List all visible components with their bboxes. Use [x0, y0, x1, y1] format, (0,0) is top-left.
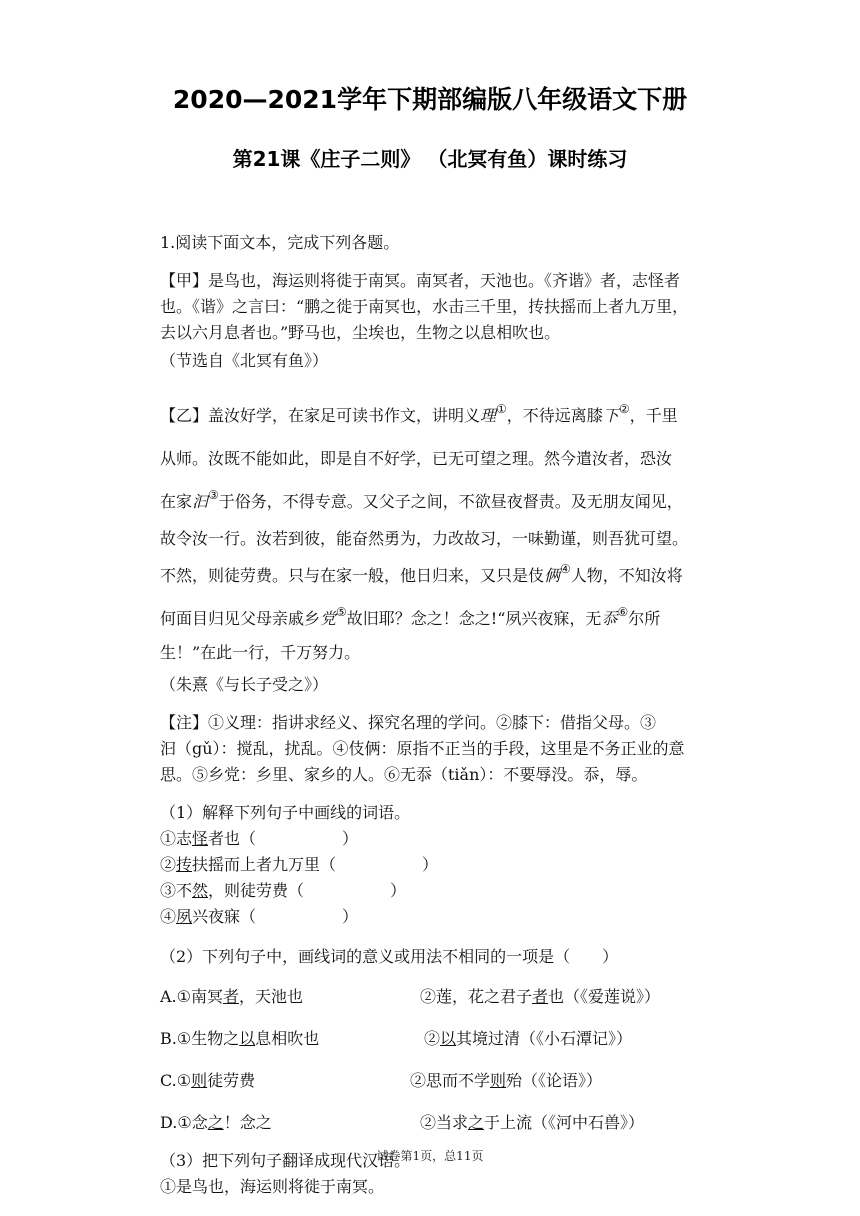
note-marker: ① [496, 402, 507, 416]
passage-yi-line [160, 480, 740, 523]
underlined-word: 者 [223, 987, 240, 1006]
note-marker: ⑤ [336, 605, 347, 619]
text-run: ，不待远离膝 [506, 406, 603, 425]
choice-right [410, 1068, 602, 1094]
choice-option-d[interactable] [160, 1110, 740, 1136]
text-run: A.①南冥 [160, 987, 223, 1006]
choice-left [160, 1110, 420, 1136]
text-run: ②莲，花之君子 [420, 987, 533, 1006]
underlined-word: 之 [468, 1113, 485, 1132]
subquestion-item [160, 904, 740, 930]
passage-jia-line: 【甲】是鸟也，海运则将徙于南冥。南冥者，天池也。《齐谐》者，志怪者 [160, 271, 681, 290]
text-run: ，天池也 [239, 987, 304, 1006]
text-run: 也（《爱莲说》） [548, 987, 661, 1006]
choice-option-c[interactable] [160, 1068, 740, 1094]
text-run: D.①念 [160, 1113, 208, 1132]
text-run: 【乙】盖汝好学，在家足可读书作文，讲明义 [160, 406, 481, 425]
text-run: 扶摇而上者九万里（ [192, 855, 337, 874]
passage-jia [160, 268, 740, 346]
passage-jia-source: （节选自《北冥有鱼》） [160, 351, 329, 370]
annotated-word: 理 [480, 406, 497, 425]
subquestion-1 [160, 800, 740, 930]
notes-line: 汩（gǔ）：搅乱，扰乱。④伎俩：原指不正当的手段，这里是不务正业的意 [160, 739, 685, 758]
underlined-word: 抟 [176, 855, 193, 874]
text-run: ③不 [160, 881, 193, 900]
underlined-word: 者 [532, 987, 549, 1006]
passage-jia-line: 去以六月息者也。”野马也，尘埃也，生物之以息相吹也。 [160, 323, 561, 342]
text-run: 于上流（《河中石兽》） [484, 1113, 645, 1132]
underlined-word: 然 [192, 881, 209, 900]
underlined-word: 以 [239, 1029, 256, 1048]
page-title: 2020—2021学年下期部编版八年级语文下册 [172, 85, 688, 114]
subquestion-2 [160, 944, 740, 1136]
choice-right [420, 984, 660, 1010]
text-run: ②思而不学 [410, 1071, 491, 1090]
text-run: ） [342, 829, 359, 848]
text-run: ！念之 [223, 1113, 272, 1132]
notes-line: 【注】①义理：指讲求经义、探究名理的学问。②膝下：借指父母。③ [160, 713, 657, 732]
text-run: 其境过清（《小石潭记》） [456, 1029, 633, 1048]
text-run: ② [424, 1029, 441, 1048]
passage-yi-source: （朱熹《与长子受之》） [160, 675, 329, 694]
subquestion-prompt: （1）解释下列句子中画线的词语。 [160, 803, 411, 822]
annotated-word: 忝 [601, 609, 618, 628]
text-run: 在家 [160, 492, 193, 511]
question-intro: 1.阅读下面文本，完成下列各题。 [160, 233, 400, 252]
annotated-word: 汩 [192, 492, 209, 511]
text-run: ②当求 [420, 1113, 469, 1132]
text-run: 徒劳费 [207, 1071, 256, 1090]
text-run: 于俗务，不得专意。又父子之间，不欲昼夜督责。及无朋友闻见， [218, 492, 683, 511]
text-run: ② [160, 855, 177, 874]
question-content [160, 230, 740, 1200]
subquestion-item: ①是鸟也，海运则将徙于南冥。 [160, 1177, 385, 1196]
subquestion-prompt: （3）把下列句子翻译成现代汉语。 [160, 1151, 411, 1170]
passage-yi-line [160, 394, 740, 437]
text-run: 息相吹也 [255, 1029, 320, 1048]
passage-yi-line: 故令汝一行。汝若到彼，能奋然勇为，力改故习，一味勤谨，则吾犹可望。 [160, 529, 689, 548]
underlined-word: 之 [207, 1113, 224, 1132]
page-footer: 试卷第1页，总11页 [376, 1149, 484, 1163]
subquestion-item [160, 878, 740, 904]
annotated-word: 俩 [544, 566, 561, 585]
text-run: B.①生物之 [160, 1029, 240, 1048]
underlined-word: 则 [191, 1071, 208, 1090]
choice-left [160, 1026, 424, 1052]
lesson-subtitle: 第21课《庄子二则》 （北冥有鱼）课时练习 [232, 147, 628, 171]
text-run: ，则徒劳费（ [208, 881, 305, 900]
passage-yi-line [160, 554, 740, 597]
choice-right [420, 1110, 644, 1136]
subquestion-prompt: （2）下列句子中，画线词的意义或用法不相同的一项是（ ） [160, 947, 619, 966]
underlined-word: 夙 [176, 907, 193, 926]
text-run: 尔所 [628, 609, 661, 628]
text-run: ） [422, 855, 439, 874]
subquestion-item [160, 826, 740, 852]
note-marker: ④ [560, 562, 571, 576]
text-run: ①志 [160, 829, 193, 848]
text-run: 人物，不知汝将 [570, 566, 683, 585]
underlined-word: 则 [490, 1071, 507, 1090]
choice-option-a[interactable] [160, 984, 740, 1010]
note-marker: ② [618, 402, 630, 416]
choice-right [424, 1026, 632, 1052]
annotated-word: 下 [602, 406, 619, 425]
annotation-notes [160, 710, 740, 788]
choice-option-b[interactable] [160, 1026, 740, 1052]
note-marker: ⑥ [617, 605, 629, 619]
text-run: ，千里 [629, 406, 678, 425]
text-run: ） [390, 881, 407, 900]
text-run: 殆（《论语》） [506, 1071, 603, 1090]
text-run: 不然，则徒劳费。只与在家一般，他日归来，又只是伎 [160, 566, 545, 585]
text-run: 何面目归见父母亲戚乡 [160, 609, 321, 628]
subquestion-item [160, 852, 740, 878]
note-marker: ③ [208, 488, 219, 502]
underlined-word: 以 [440, 1029, 457, 1048]
text-run: ④ [160, 907, 177, 926]
text-run: ） [342, 907, 359, 926]
passage-yi [160, 394, 740, 666]
text-run: 者也（ [208, 829, 257, 848]
passage-yi-line: 从师。汝既不能如此，即是自不好学，已无可望之理。然今遣汝者，恐汝 [160, 449, 673, 468]
text-run: 故旧耶？念之！念之!“夙兴夜寐，无 [346, 609, 602, 628]
notes-line: 思。⑤乡党：乡里、家乡的人。⑥无忝（tiǎn）：不要辱没。忝，辱。 [160, 765, 648, 784]
underlined-word: 怪 [192, 829, 209, 848]
passage-yi-line: 生！”在此一行，千万努力。 [160, 643, 361, 662]
choice-left [160, 984, 420, 1010]
text-run: 兴夜寐（ [192, 907, 257, 926]
choice-left [160, 1068, 410, 1094]
passage-yi-line [160, 597, 740, 640]
text-run: C.① [160, 1071, 192, 1090]
passage-jia-line: 也。《谐》之言曰：“鹏之徙于南冥也，水击三千里，抟扶摇而上者九万里， [160, 297, 689, 316]
annotated-word: 党 [320, 609, 337, 628]
